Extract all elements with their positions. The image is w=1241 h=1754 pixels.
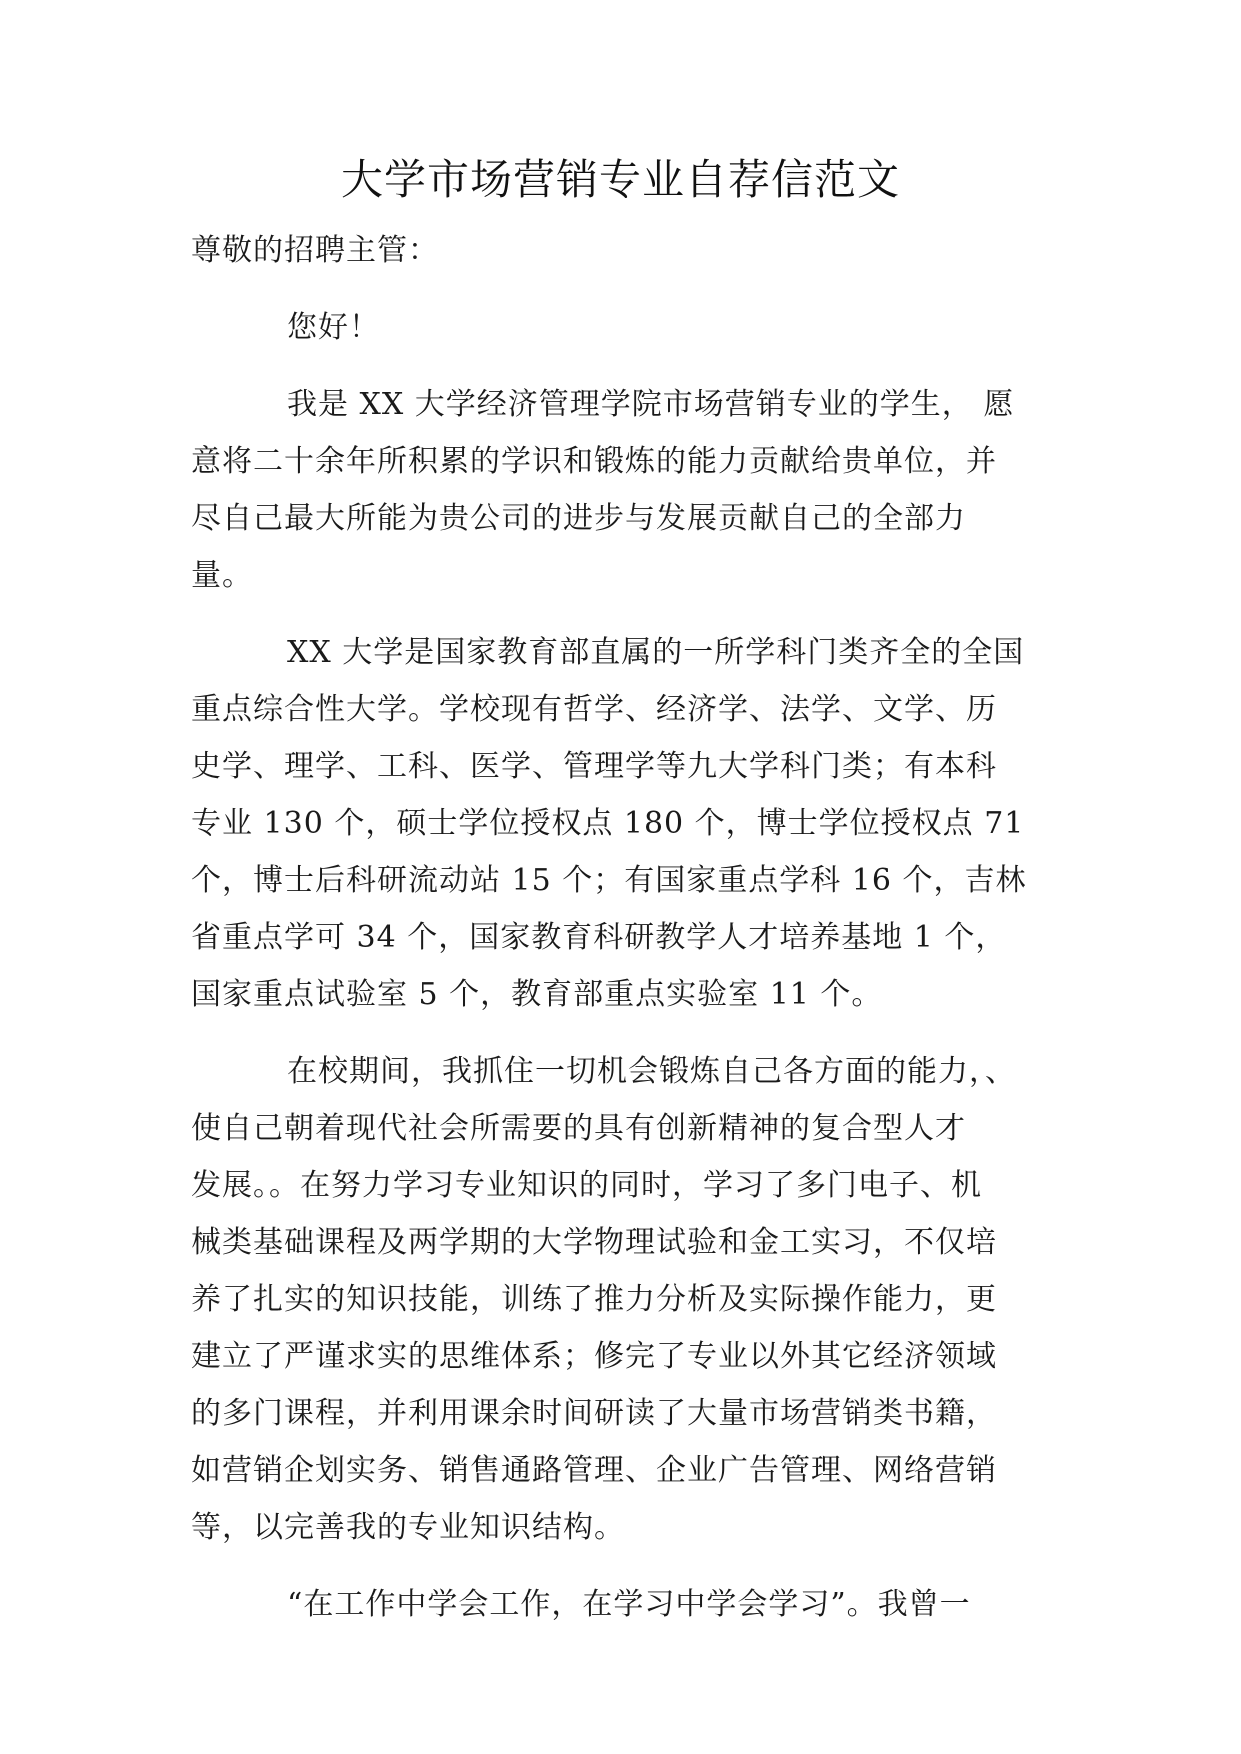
paragraph-line: 在校期间，我抓住一切机会锻炼自己各方面的能力，、	[287, 1054, 1016, 1089]
paragraph-line: 量。	[191, 558, 253, 593]
paragraph-line: 发展。。在努力学习专业知识的同时，学习了多门电子、机	[191, 1168, 982, 1203]
salutation: 尊敬的招聘主管：	[191, 233, 439, 268]
paragraph-work	[191, 1576, 1071, 1633]
paragraph-line: 械类基础课程及两学期的大学物理试验和金工实习，不仅培	[191, 1225, 997, 1260]
paragraph-line: 专业 130 个，硕士学位授权点 180 个，博士学位授权点 71	[191, 806, 1025, 841]
paragraph-line: 的多门课程，并利用课余时间研读了大量市场营销类书籍，	[191, 1396, 997, 1431]
paragraph-line: XX 大学是国家教育部直属的一所学科门类齐全的全国	[287, 635, 1025, 670]
paragraph-line: 重点综合性大学。学校现有哲学、经济学、法学、文学、历	[191, 692, 997, 727]
greeting: 您好！	[287, 310, 380, 345]
paragraph-line: 国家重点试验室 5 个，教育部重点实验室 11 个。	[191, 977, 883, 1012]
paragraph-gap	[191, 279, 1071, 299]
letter-body	[191, 222, 1071, 1633]
paragraph-line: 史学、理学、工科、医学、管理学等九大学科门类；有本科	[191, 749, 997, 784]
paragraph-line: 等，以完善我的专业知识结构。	[191, 1510, 625, 1545]
paragraph-line: 个，博士后科研流动站 15 个；有国家重点学科 16 个，吉林	[191, 863, 1027, 898]
paragraph-gap	[191, 1556, 1071, 1576]
paragraph-line: 如营销企划实务、销售通路管理、企业广告管理、网络营销	[191, 1453, 997, 1488]
paragraph-introduction	[191, 376, 1071, 604]
paragraph-line: “在工作中学会工作，在学习中学会学习”。我曾一	[287, 1587, 971, 1622]
paragraph-gap	[191, 356, 1071, 376]
paragraph-gap	[191, 1023, 1071, 1043]
paragraph-line: 尽自己最大所能为贵公司的进步与发展贡献自己的全部力	[191, 501, 966, 536]
paragraph-line: 建立了严谨求实的思维体系；修完了专业以外其它经济领域	[191, 1339, 997, 1374]
paragraph-studies	[191, 1043, 1071, 1556]
paragraph-line: 意将二十余年所积累的学识和锻炼的能力贡献给贵单位，并	[191, 444, 997, 479]
paragraph-gap	[191, 604, 1071, 624]
paragraph-university	[191, 624, 1071, 1023]
paragraph-line: 我是 XX 大学经济管理学院市场营销专业的学生， 愿	[287, 387, 1015, 422]
paragraph-line: 省重点学可 34 个，国家教育科研教学人才培养基地 1 个，	[191, 920, 1007, 955]
paragraph-line: 养了扎实的知识技能，训练了推力分析及实际操作能力，更	[191, 1282, 997, 1317]
document-title: 大学市场营销专业自荐信范文	[340, 155, 900, 204]
paragraph-line: 使自己朝着现代社会所需要的具有创新精神的复合型人才	[191, 1111, 966, 1146]
